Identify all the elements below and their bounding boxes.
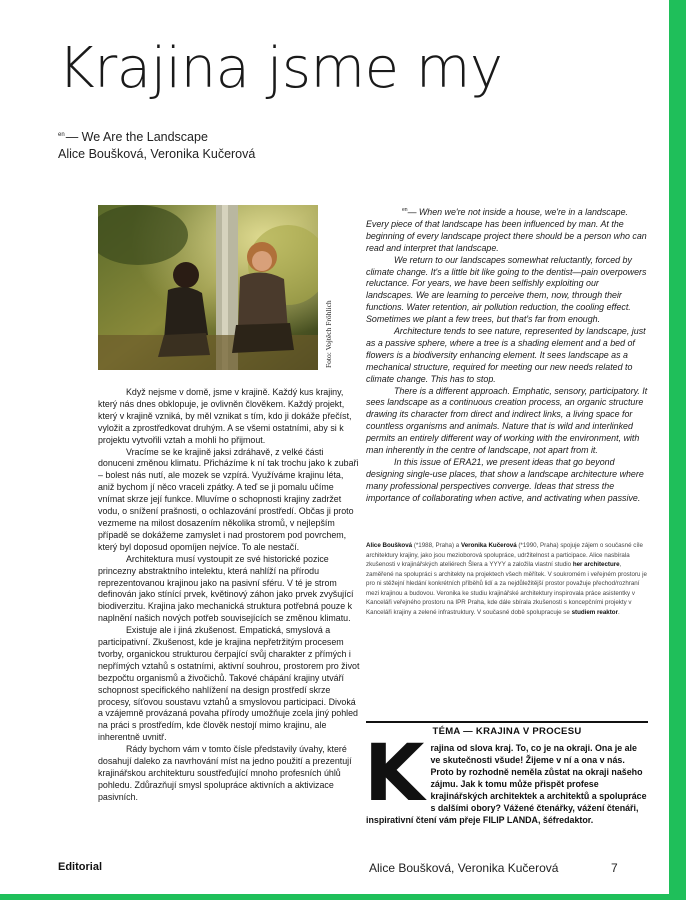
footer-authors: Alice Boušková, Veronika Kučerová — [369, 861, 559, 875]
czech-paragraph: Architektura musí vystoupit ze své historické pozice princezny abstraktního intelektu, která nahlíží na přírodu reprezentovanou krajinou jako na pasivní sféru. V té je strom definován jako stínící prvek, květinový záhon jako prvek zvyšující biodiverzitu. Krajina jako mechanická struktura potřebná pouze k naplnění našich nových potřeb souvisejících se změnou klimatu. — [98, 553, 354, 624]
english-paragraph-text: — When we're not inside a house, we're in a landscape. Every piece of that landscape has been influenced by man. At the beginning of every landscape project there should be a person who can read and interpret that landscape. — [366, 206, 647, 253]
drop-cap: K — [364, 729, 425, 819]
english-paragraph: We return to our landscapes somewhat reluctantly, forced by climate change. It's a little bit like going to the dentist—pain overpowers reluctance. For years, we have been selfishly exploiting our landscapes. We are learning to perceive them, now, through their functions. Water retention, air pollution reduction, the cooling effect. Sometimes we plant a few trees, but that's far from enough. — [366, 254, 647, 325]
tema-text: rajina od slova kraj. To, co je na okraji. Ona je ale ve skutečnosti všude! Žijeme v ní a ona v nás. Proto by rozhodně neměla zůstat na okraji našeho zájmu. Jak k tomu může přispět profese krajinářských architektek a architektů a spolupráce s dalšími obory? Vážené čtenářky, vážení čtenáři, inspirativní čtení vám přeje FILIP LANDA, šéfredaktor. — [366, 743, 647, 825]
author-bio — [366, 541, 648, 617]
bio-text: , zaměřené na spolupráci s architekty na projektech všech měřítek. V soukromém i veřejném prostoru je pro ni stěžejní hledání konkrétních příběhů lidí a za nejdůležitější prostor považuje přechod/rozhraní mezi krajinou a budovou. Veronika ke studiu krajinářské architektury inspirovala práce asistentky v Kanceláři veřejného prostoru na IPR Praha, kde dále sbírala zkušenosti s koncepčními projekty v Kanceláři krajiny a zelené infrastruktury. V současné době spolupracuje se — [366, 561, 647, 616]
czech-paragraph: Když nejsme v domě, jsme v krajině. Každý kus krajiny, který nás dnes obklopuje, je ovlivněn člověkem. Každý projekt, který v krajině vzniká, by měl vznikat s tím, kdo ji dokáže přečíst, vyložit a zprostředkovat druhým. A se všemi ostatními, aby si k projektu vytvořili vztah a mohli ho přijmout. — [98, 387, 352, 445]
english-paragraph: In this issue of ERA21, we present ideas that go beyond designing single-use places, that show a landscape architecture where many professional perspectives converge. Ideas that stress the importance of collaborating when active, and activating when passive. — [366, 457, 644, 503]
author-name: Alice Boušková — [366, 542, 413, 549]
subtitle-english-title: — We Are the Landscape — [65, 130, 208, 145]
studio-name: studiem reaktor — [571, 608, 618, 616]
page-number: 7 — [611, 861, 618, 875]
english-paragraph — [366, 205, 648, 255]
english-text-column — [366, 205, 648, 505]
bio-text: (*1988, Praha) a — [412, 542, 461, 549]
subtitle — [58, 127, 255, 163]
studio-name: her architecture — [572, 561, 620, 568]
page-title: Krajina jsme my — [58, 36, 503, 101]
accent-bar-bottom — [0, 894, 686, 900]
subtitle-authors: Alice Boušková, Veronika Kučerová — [58, 147, 256, 162]
czech-paragraph: Vracíme se ke krajině jaksi zdráhavě, z velké části donuceni změnou klimatu. Přicházíme k ní tak trochu jako k zubaři – bolest nás nutí, ale mozek se vzpírá. Využíváme krajinu léta, aniž bychom jí něco vraceli zpátky. A teď se ji pomalu učíme vnímat skrze její funkce. Mluvíme o schopnosti krajiny zadržet vodu, o snížení prašnosti, o ochlazování prostředí. Občas ji proto vezmeme na milost dosazením několika stromů, v nejlepším případě se dokážeme zamyslet i nad prostorem pod povrchem, který byl doposud opomíjen nejvíce. To ale nestačí. — [98, 446, 359, 552]
bio-text: (*1990, Praha) spojuje zájem o současné cíle architektury krajiny, jako jsou mezioborová spolupráce, udržitelnost a participace. Alice nasbírala zkušenosti v krajinářských ateliérech Šlera a YYYY a založila vlastní studio — [366, 542, 643, 568]
language-marker: en — [58, 132, 65, 138]
czech-text-column — [98, 387, 360, 804]
english-paragraph: There is a different approach. Emphatic, sensory, participatory. It sees landscape as a continuous creation process, an organic structure drawing its character from direct and indirect links, a living space for countless organisms and animals. Nature that is wild and interlinked permits an entirely different way of working with the environment, with man inherently in the centre of landscape, not apart from it. — [366, 385, 648, 456]
language-marker: en — [402, 207, 408, 213]
accent-bar — [669, 0, 686, 900]
bio-text: . — [617, 608, 620, 616]
author-name: Veronika Kučerová — [460, 542, 517, 549]
authors-photo — [98, 205, 318, 370]
footer-section: Editorial — [58, 861, 103, 873]
czech-paragraph: Rády bychom vám v tomto čísle představily úvahy, které dosahují daleko za navrhování míst na jedno použití a prezentují krajinářskou architekturu soustřeďující mnoho profesních úhlů pohledu. Zdůrazňují smysl spolupráce aktivních a aktivizace pasivních. — [98, 744, 352, 802]
czech-paragraph: Existuje ale i jiná zkušenost. Empatická, smyslová a participativní. Zkušenost, kde je krajina nepřetržitým procesem tvorby, organickou strukturou čerpající svůj charakter z přímých i nepřímých vztahů s ostatními, aktivní souhrou, prostorem pro život bezpočtu organismů a živočichů. Takové chápání krajiny utváří schopnost specifického nahlížení na design prostředí skrze procesy, síťovou soustavu vztahů a smyslovou participaci. Divoká a vzájemně provázaná povaha přírody umožňuje zcela jiný pohled na práci s prostředím, kde člověk nestojí mimo krajinu, ale inherentně uvnitř. — [98, 625, 360, 743]
subtitle-english-line — [58, 127, 255, 146]
tema-heading: TÉMA — KRAJINA V PROCESU — [432, 726, 582, 737]
tema-divider — [366, 721, 648, 723]
english-paragraph: Architecture tends to see nature, represented by landscape, just as a passive sphere, where a tree is a shading element and a bed of flowers is a biodiversity enhancing element. It sees landscape as a mechanical structure, required for meeting our new needs related to climate change. This has to stop. — [366, 326, 646, 384]
photo-credit — [323, 288, 333, 368]
photo-credit-text: Foto: Vojtěch Fröhlich — [324, 300, 333, 368]
